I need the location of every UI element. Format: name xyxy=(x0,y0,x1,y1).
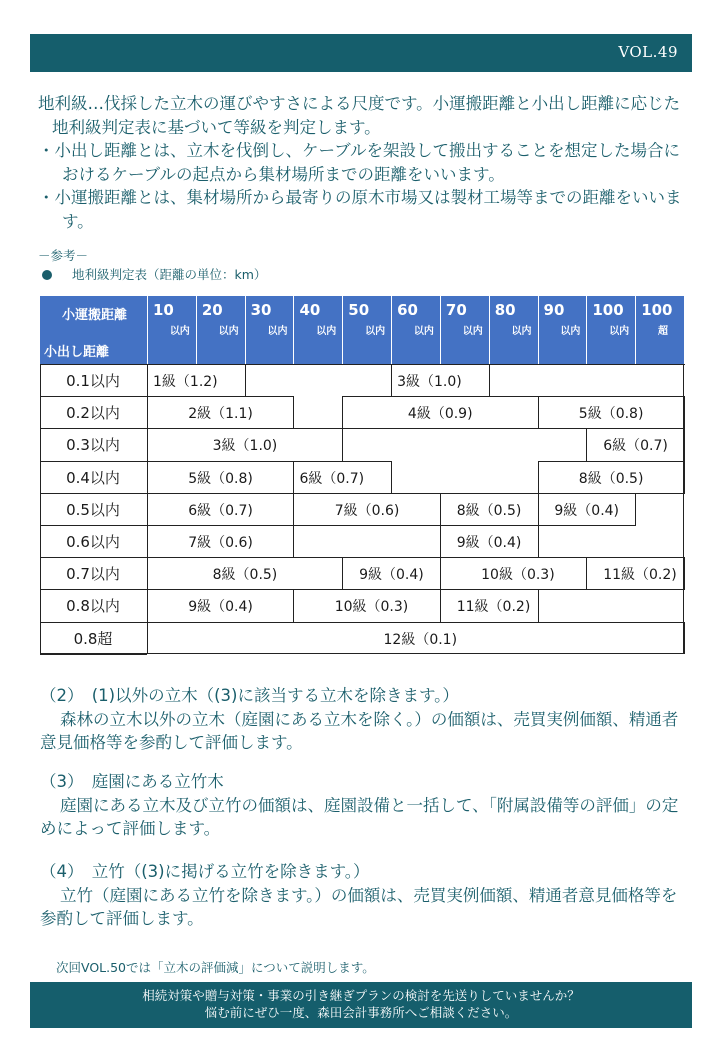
cell-boundary xyxy=(391,364,392,396)
cell-top-edge xyxy=(635,428,685,429)
grade-cell: 8級（0.5) xyxy=(212,567,278,584)
reference-title: －参考－ xyxy=(38,248,89,263)
header-col-suffix: 以内 xyxy=(609,326,630,337)
cell-top-edge xyxy=(147,525,197,526)
cell-boundary xyxy=(684,461,685,493)
table-caption-line xyxy=(38,265,266,284)
cell-top-edge xyxy=(342,428,392,429)
cell-top-edge xyxy=(342,461,392,462)
cell-top-edge xyxy=(586,428,636,429)
cell-boundary xyxy=(293,525,294,557)
cell-boundary xyxy=(684,557,685,589)
header-col-divider xyxy=(538,296,539,364)
cell-boundary xyxy=(635,493,636,525)
cell-top-edge xyxy=(147,557,197,558)
cell-top-edge xyxy=(440,428,490,429)
grade-cell: 7級（0.6) xyxy=(188,535,253,551)
grade-cell: 11級（0.2) xyxy=(456,599,531,616)
header-col-suffix: 以内 xyxy=(511,326,532,337)
grade-cell: 1級（1.2) xyxy=(153,374,218,390)
header-col-number: 100 xyxy=(641,301,673,319)
header-col-divider xyxy=(293,296,294,364)
row-label: 0.5以内 xyxy=(66,500,120,519)
row-header-label: 小出し距離 xyxy=(44,345,110,360)
grade-cell: 8級（0.5) xyxy=(456,502,522,519)
cell-top-edge xyxy=(538,525,588,526)
section-3 xyxy=(40,770,690,841)
volume-number: VOL.49 xyxy=(618,43,678,61)
cell-top-edge xyxy=(440,557,490,558)
header-col-suffix: 以内 xyxy=(365,326,386,337)
row-label: 0.1以内 xyxy=(66,372,120,390)
reference-block xyxy=(38,246,266,284)
row-label: 0.8超 xyxy=(73,629,113,648)
header-col-number: 40 xyxy=(299,301,321,319)
header-col-number: 80 xyxy=(494,301,516,319)
cell-boundary xyxy=(147,557,148,589)
section-2 xyxy=(40,684,690,755)
cell-top-edge xyxy=(196,557,246,558)
section-4-heading: （4） 立竹（(3)に掲げる立竹を除きます。） xyxy=(40,862,370,881)
cell-top-edge xyxy=(489,428,539,429)
cell-top-edge xyxy=(440,525,490,526)
cell-top-edge xyxy=(342,622,392,623)
cell-top-edge xyxy=(245,364,295,365)
cell-boundary xyxy=(440,589,441,621)
cell-top-edge xyxy=(538,428,588,429)
cell-top-edge xyxy=(635,622,685,623)
intro-text xyxy=(38,92,688,233)
intro-bullet-koudashi: ・小出し距離とは、立木を伐倒し、ケーブルを架設して搬出することを想定した場合におけるケーブルの起点から集材場所までの距離をいいます。 xyxy=(38,141,681,184)
grade-cell: 12級（0.1) xyxy=(383,631,458,648)
table-border-bottom xyxy=(40,653,684,654)
row-separator xyxy=(40,364,147,365)
cell-boundary xyxy=(684,622,685,654)
cell-boundary xyxy=(342,557,343,589)
cell-top-edge xyxy=(293,428,343,429)
cell-top-edge xyxy=(489,364,539,365)
header-bar xyxy=(30,34,692,72)
bullet-dot-icon xyxy=(42,270,52,280)
grade-cell: 3級（1.0) xyxy=(397,374,462,390)
cell-top-edge xyxy=(147,428,197,429)
cell-top-edge xyxy=(245,622,295,623)
cell-top-edge xyxy=(586,493,636,494)
cell-top-edge xyxy=(391,364,441,365)
row-label: 0.3以内 xyxy=(66,436,120,455)
cell-boundary xyxy=(538,461,539,493)
cell-boundary xyxy=(489,364,490,396)
header-col-divider xyxy=(196,296,197,364)
header-col-number: 100 xyxy=(592,301,624,319)
chiriky-judgement-table xyxy=(40,296,684,654)
row-label: 0.7以内 xyxy=(66,565,120,584)
header-col-divider xyxy=(342,296,343,364)
row-label: 0.8以内 xyxy=(66,597,120,616)
row-separator xyxy=(40,396,147,397)
cell-top-edge xyxy=(489,525,539,526)
grade-cell: 3級（1.0) xyxy=(212,438,278,455)
cell-top-edge xyxy=(245,557,295,558)
cell-top-edge xyxy=(196,396,246,397)
footer-line-1: 相続対策や贈与対策・事業の引き継ぎプランの検討を先送りしていませんか？ xyxy=(142,988,580,1003)
cell-top-edge xyxy=(586,622,636,623)
grade-cell: 6級（0.7) xyxy=(603,438,668,455)
header-col-divider xyxy=(391,296,392,364)
header-col-divider xyxy=(440,296,441,364)
header-col-suffix: 以内 xyxy=(169,326,190,337)
cell-boundary xyxy=(586,557,587,589)
cell-boundary xyxy=(684,428,685,460)
cell-top-edge xyxy=(342,493,392,494)
cell-top-edge xyxy=(196,589,246,590)
cell-top-edge xyxy=(538,461,588,462)
cell-boundary xyxy=(147,396,148,428)
cell-top-edge xyxy=(440,589,490,590)
grade-cell: 10級（0.3) xyxy=(481,567,555,584)
cell-top-edge xyxy=(391,557,441,558)
section-2-heading: （2） (1)以外の立木（(3)に該当する立木を除きます。） xyxy=(40,686,459,705)
cell-boundary xyxy=(586,428,587,460)
cell-top-edge xyxy=(489,557,539,558)
cell-top-edge xyxy=(293,364,343,365)
row-separator xyxy=(40,654,147,655)
cell-top-edge xyxy=(440,622,490,623)
cell-top-edge xyxy=(342,557,392,558)
cell-top-edge xyxy=(196,622,246,623)
row-label: 0.4以内 xyxy=(66,468,120,487)
row-separator xyxy=(40,525,147,526)
cell-boundary xyxy=(147,428,148,460)
section-4-body: 立竹（庭園にある立竹を除きます。）の価額は、売買実例価額、精通者意見価格等を参酌して評価します。 xyxy=(40,885,678,928)
cell-top-edge xyxy=(342,364,392,365)
cell-top-edge xyxy=(342,396,392,397)
cell-boundary xyxy=(684,396,685,428)
cell-top-edge xyxy=(147,396,197,397)
cell-top-edge xyxy=(147,364,197,365)
cell-top-edge xyxy=(586,461,636,462)
grade-cell: 11級（0.2) xyxy=(603,567,677,584)
cell-boundary xyxy=(147,589,148,621)
cell-top-edge xyxy=(538,493,588,494)
header-col-suffix: 以内 xyxy=(218,326,239,337)
cell-boundary xyxy=(147,461,148,493)
cell-top-edge xyxy=(293,589,343,590)
grade-cell: 2級（1.1) xyxy=(188,406,253,423)
cell-top-edge xyxy=(391,428,441,429)
cell-top-edge xyxy=(293,622,343,623)
grade-cell: 9級（0.4) xyxy=(188,599,253,616)
grade-cell: 7級（0.6) xyxy=(334,502,400,519)
footer-banner xyxy=(30,982,692,1028)
row-separator xyxy=(40,461,147,462)
cell-top-edge xyxy=(635,493,685,494)
cell-boundary xyxy=(342,428,343,460)
cell-top-edge xyxy=(538,557,588,558)
grade-cell: 8級（0.5) xyxy=(578,470,644,487)
cell-top-edge xyxy=(245,493,295,494)
cell-top-edge xyxy=(635,364,685,365)
cell-top-edge xyxy=(391,589,441,590)
cell-top-edge xyxy=(635,557,685,558)
cell-top-edge xyxy=(586,557,636,558)
cell-boundary xyxy=(293,396,294,428)
header-col-suffix: 超 xyxy=(658,326,669,337)
cell-top-edge xyxy=(586,589,636,590)
row-separator xyxy=(40,428,147,429)
table-caption: 地利級判定表（距離の単位：km） xyxy=(72,267,267,282)
cell-boundary xyxy=(440,557,441,589)
cell-top-edge xyxy=(293,493,343,494)
grade-cell: 6級（0.7) xyxy=(188,502,253,519)
grade-cell: 10級（0.3) xyxy=(334,599,409,616)
cell-boundary xyxy=(391,461,392,493)
row-separator xyxy=(40,557,147,558)
cell-top-edge xyxy=(538,622,588,623)
grade-cell: 4級（0.9) xyxy=(407,406,473,423)
cell-boundary xyxy=(342,396,343,428)
cell-top-edge xyxy=(245,428,295,429)
cell-top-edge xyxy=(489,396,539,397)
row-label: 0.2以内 xyxy=(66,404,120,423)
row-separator xyxy=(40,589,147,590)
cell-boundary xyxy=(147,525,148,557)
cell-top-edge xyxy=(147,589,197,590)
cell-boundary xyxy=(440,493,441,525)
cell-top-edge xyxy=(586,525,636,526)
cell-top-edge xyxy=(147,622,197,623)
cell-top-edge xyxy=(635,589,685,590)
cell-boundary xyxy=(147,493,148,525)
header-col-number: 60 xyxy=(397,301,418,319)
row-separator xyxy=(40,622,147,623)
cell-top-edge xyxy=(391,493,441,494)
cell-boundary xyxy=(538,493,539,525)
cell-top-edge xyxy=(489,589,539,590)
cell-top-edge xyxy=(635,461,685,462)
header-col-number: 90 xyxy=(543,301,565,319)
section-3-heading: （3） 庭園にある立竹木 xyxy=(40,772,224,791)
cell-top-edge xyxy=(538,364,588,365)
cell-top-edge xyxy=(635,396,685,397)
cell-top-edge xyxy=(147,461,197,462)
intro-definition: 地利級…伐採した立木の運びやすさによる尺度です。小運搬距離と小出し距離に応じた地利級判定表に基づいて等級を判定します。 xyxy=(38,94,681,137)
cell-top-edge xyxy=(342,525,392,526)
cell-top-edge xyxy=(342,589,392,590)
section-2-body: 森林の立木以外の立木（庭園にある立木を除く。）の価額は、売買実例価額、精通者意見価格等を参酌して評価します。 xyxy=(40,709,679,752)
header-col-divider xyxy=(635,296,636,364)
cell-boundary xyxy=(440,525,441,557)
header-col-suffix: 以内 xyxy=(316,326,337,337)
header-col-divider xyxy=(147,296,148,364)
header-col-number: 30 xyxy=(250,301,272,319)
cell-top-edge xyxy=(245,396,295,397)
cell-top-edge xyxy=(196,493,246,494)
intro-bullet-kounpan: ・小運搬距離とは、集材場所から最寄りの原木市場又は製材工場等までの距離をいいます。 xyxy=(38,188,682,231)
cell-boundary xyxy=(245,364,246,396)
cell-top-edge xyxy=(440,364,490,365)
cell-top-edge xyxy=(586,364,636,365)
grade-cell: 6級（0.7) xyxy=(299,470,365,487)
cell-boundary xyxy=(538,396,539,428)
header-col-suffix: 以内 xyxy=(560,326,581,337)
cell-top-edge xyxy=(245,525,295,526)
header-col-divider xyxy=(245,296,246,364)
cell-top-edge xyxy=(538,589,588,590)
cell-top-edge xyxy=(391,396,441,397)
cell-top-edge xyxy=(440,493,490,494)
cell-top-edge xyxy=(196,461,246,462)
row-separator xyxy=(40,493,147,494)
cell-boundary xyxy=(293,461,294,493)
header-col-suffix: 以内 xyxy=(462,326,483,337)
cell-top-edge xyxy=(391,622,441,623)
cell-top-edge xyxy=(196,364,246,365)
row-label: 0.6以内 xyxy=(66,533,120,551)
cell-top-edge xyxy=(196,428,246,429)
grade-cell: 9級（0.4) xyxy=(456,535,522,551)
header-col-number: 50 xyxy=(348,301,370,319)
cell-boundary xyxy=(147,622,148,654)
cell-boundary xyxy=(538,525,539,557)
cell-top-edge xyxy=(538,396,588,397)
header-col-number: 20 xyxy=(201,301,223,319)
grade-cell: 9級（0.4) xyxy=(554,502,620,519)
footer-line-2: 悩む前にぜひ一度、森田会計事務所へご相談ください。 xyxy=(204,1005,518,1020)
grade-cell: 5級（0.8) xyxy=(578,406,644,423)
cell-top-edge xyxy=(293,525,343,526)
cell-top-edge xyxy=(147,493,197,494)
cell-boundary xyxy=(147,364,148,396)
cell-boundary xyxy=(538,589,539,621)
cell-top-edge xyxy=(586,396,636,397)
cell-top-edge xyxy=(245,589,295,590)
header-col-suffix: 以内 xyxy=(267,326,288,337)
header-col-number: 10 xyxy=(153,301,174,319)
cell-top-edge xyxy=(245,461,295,462)
cell-boundary xyxy=(293,589,294,621)
grade-cell: 5級（0.8) xyxy=(188,470,253,487)
cell-top-edge xyxy=(293,461,343,462)
header-col-suffix: 以内 xyxy=(413,326,434,337)
header-col-divider xyxy=(586,296,587,364)
header-col-number: 70 xyxy=(445,301,467,319)
grade-cell: 9級（0.4) xyxy=(359,567,424,584)
cell-top-edge xyxy=(489,622,539,623)
cell-top-edge xyxy=(440,396,490,397)
col-header-label: 小運搬距離 xyxy=(62,308,128,323)
cell-top-edge xyxy=(489,493,539,494)
section-3-body: 庭園にある立木及び立竹の価額は、庭園設備と一括して、「附属設備等の評価」の定めによって評価します。 xyxy=(40,795,679,838)
section-4 xyxy=(40,860,690,931)
cell-boundary xyxy=(293,493,294,525)
cell-top-edge xyxy=(391,525,441,526)
header-col-divider xyxy=(489,296,490,364)
cell-top-edge xyxy=(293,557,343,558)
next-issue-notice: 次回VOL.50では「立木の評価減」について説明します。 xyxy=(56,960,375,975)
cell-top-edge xyxy=(196,525,246,526)
